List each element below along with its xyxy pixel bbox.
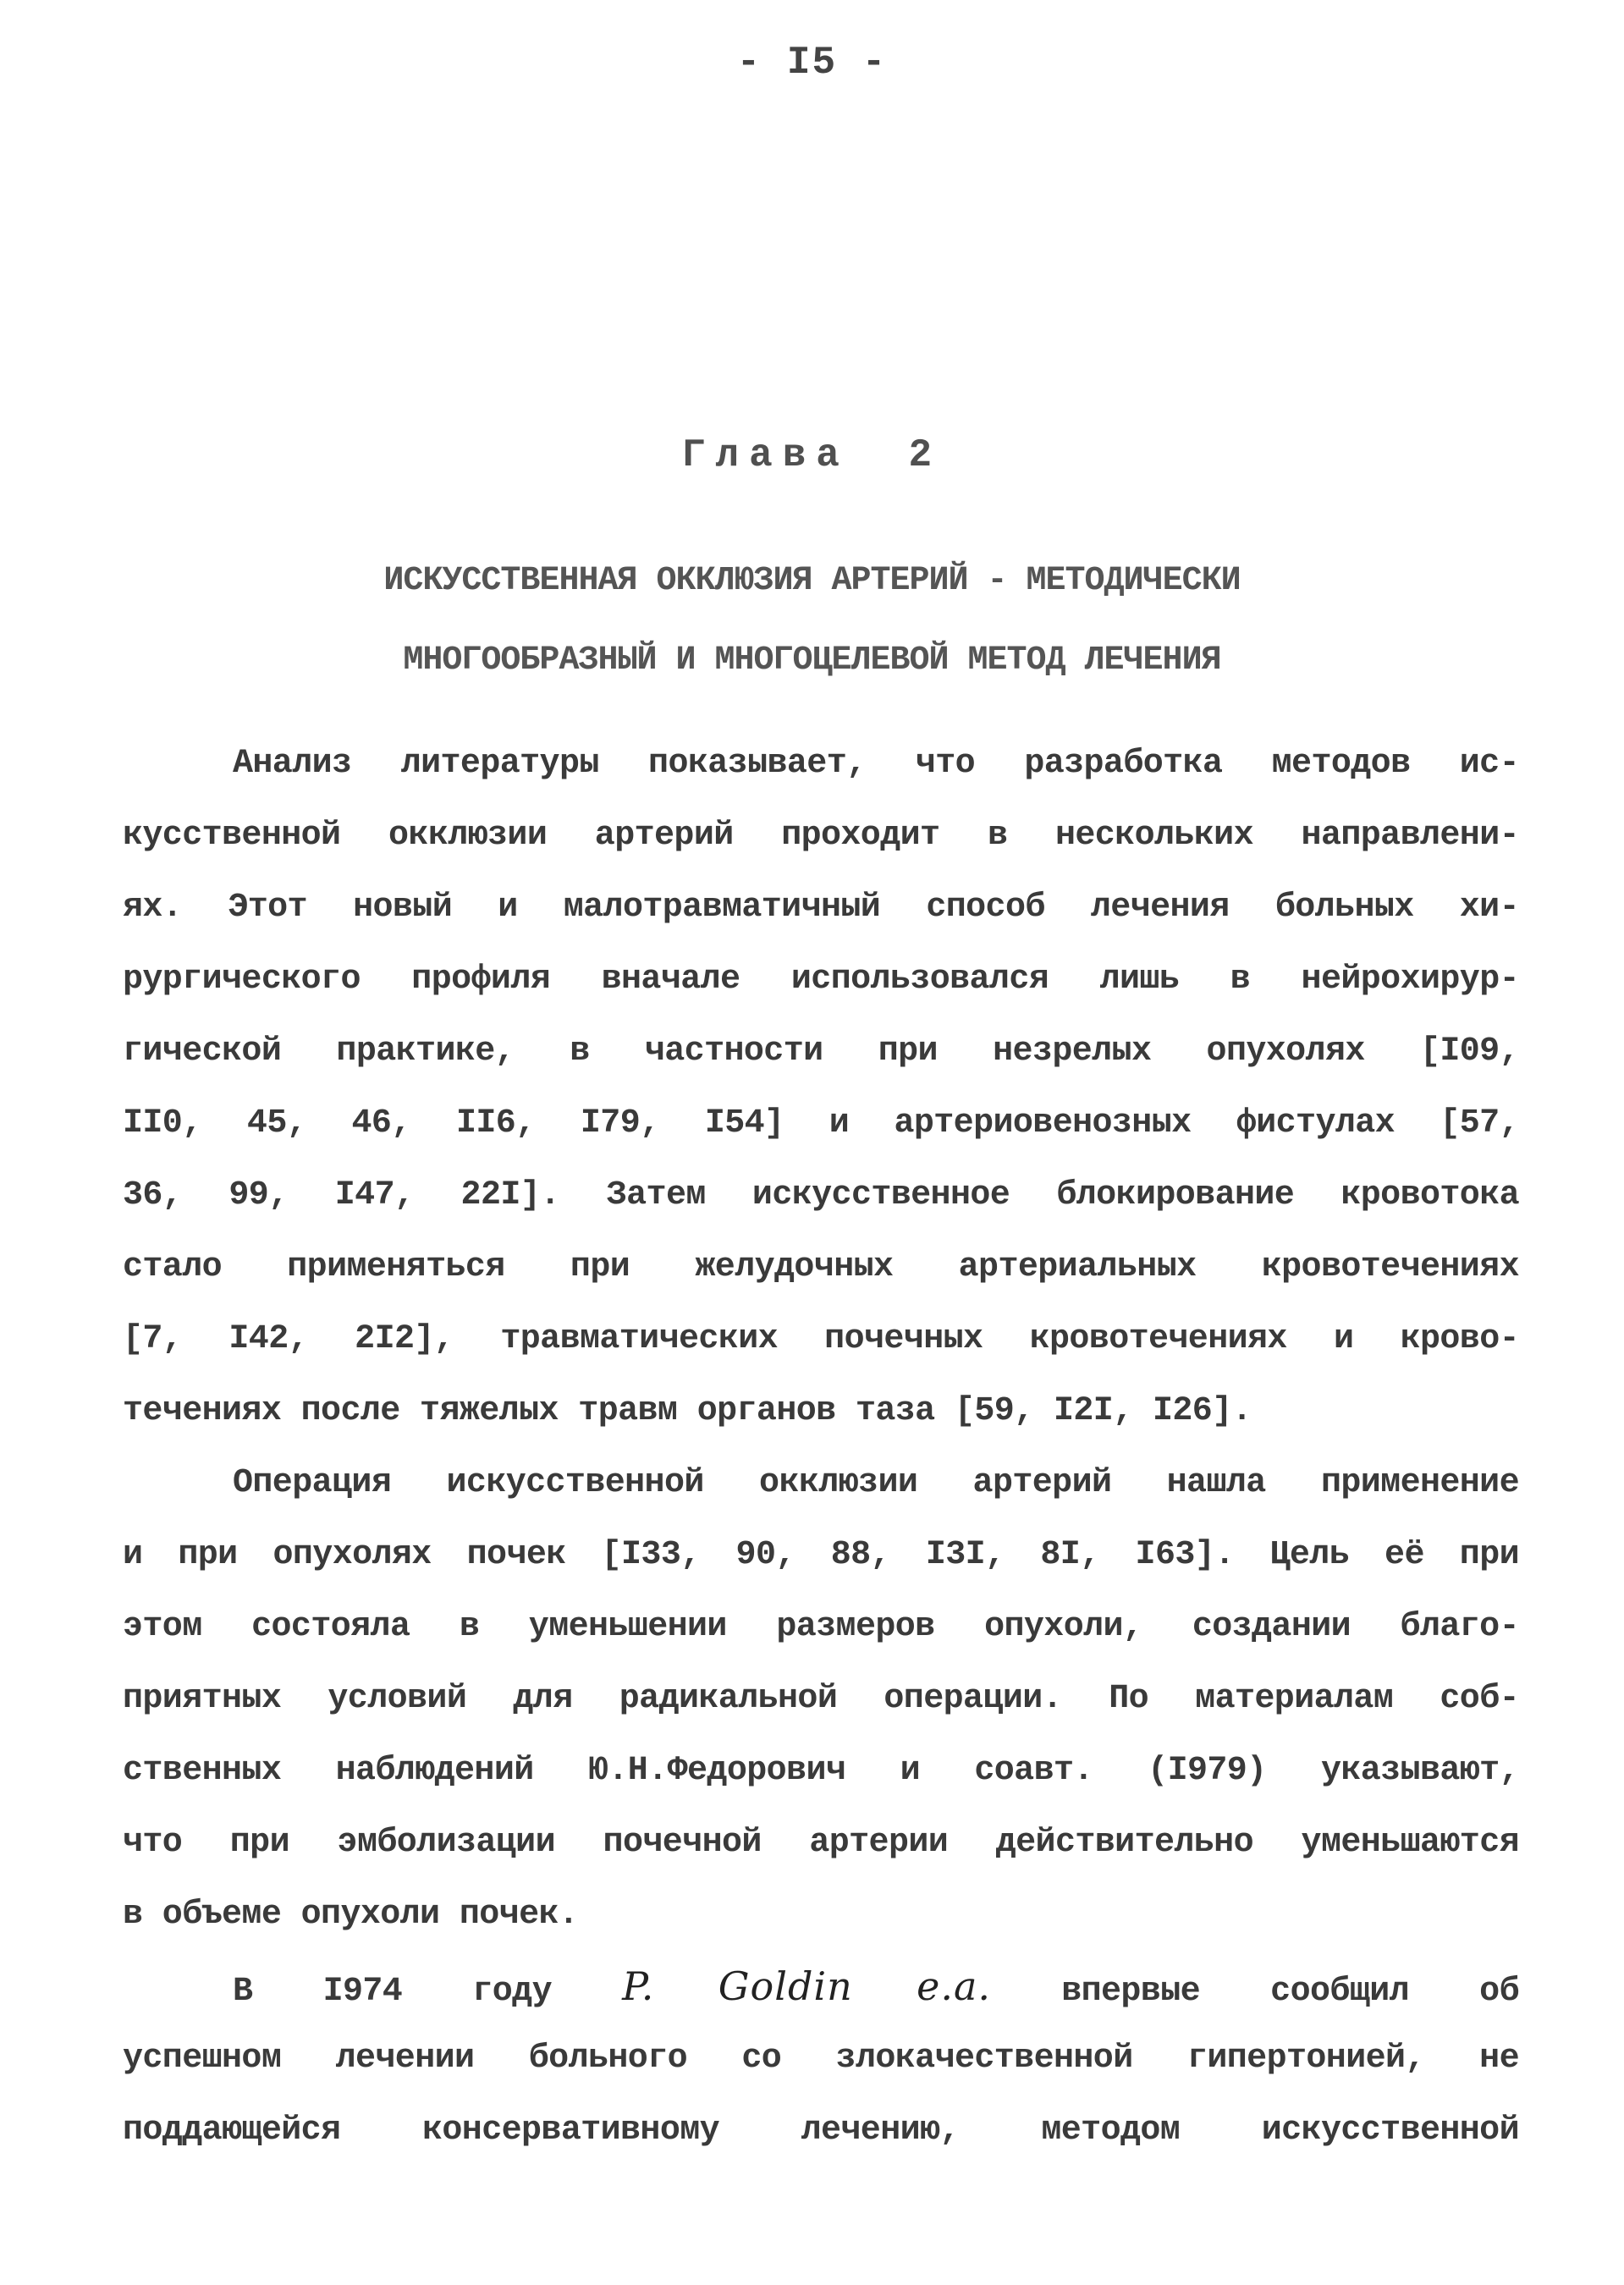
paragraph-line: Операция искусственной окклюзии артерий нашла применение	[233, 1464, 1519, 1502]
chapter-title-line: МНОГООБРАЗНЫЙ И МНОГОЦЕЛЕВОЙ МЕТОД ЛЕЧЕНИЯ	[403, 641, 1221, 680]
paragraph-line: и при опухолях почек [I33, 90, 88, I3I, 8I, I63]. Цель её при	[123, 1536, 1519, 1574]
paragraph-line	[123, 1951, 1519, 2023]
chapter-title-line: ИСКУССТВЕННАЯ ОККЛЮЗИЯ АРТЕРИЙ - МЕТОДИЧЕСКИ	[383, 562, 1241, 600]
chapter-heading: Глава 2	[681, 433, 943, 477]
paragraph-line: приятных условий для радикальной операции. По материалам соб-	[123, 1680, 1519, 1718]
paragraph-line: стало применяться при желудочных артериальных кровотечениях	[123, 1248, 1519, 1286]
page-number: - I5 -	[736, 41, 888, 85]
paragraph-line: успешном лечении больного со злокачественной гипертонией, не	[123, 2040, 1519, 2078]
paragraph-line: кусственной окклюзии артерий проходит в нескольких направлени-	[123, 817, 1519, 855]
paragraph-line: 36, 99, I47, 22I]. Затем искусственное блокирование кровотока	[123, 1176, 1519, 1214]
text-segment: впервые сообщил об	[1061, 1973, 1519, 2011]
paragraph-line: в объеме опухоли почек.	[123, 1896, 579, 1934]
paragraph-line: этом состояла в уменьшении размеров опухоли, создании благо-	[123, 1608, 1519, 1646]
paragraph-line: что при эмболизации почечной артерии действительно уменьшаются	[123, 1824, 1519, 1862]
text-segment: В I974 году	[233, 1973, 552, 2011]
paragraph-line: гической практике, в частности при незрелых опухолях [I09,	[123, 1032, 1519, 1071]
handwritten-insert: P. Goldin e.a.	[622, 1963, 992, 2009]
paragraph-line: Анализ литературы показывает, что разработка методов ис-	[233, 745, 1519, 783]
paragraph-line: течениях после тяжелых травм органов таза [59, I2I, I26].	[123, 1392, 1252, 1430]
body-text	[123, 728, 1519, 2167]
paragraph-line: ственных наблюдений Ю.Н.Федорович и соавт. (I979) указывают,	[123, 1752, 1519, 1790]
paragraph-line: [7, I42, 2I2], травматических почечных кровотечениях и крово-	[123, 1320, 1519, 1358]
paragraph-line: поддающейся консервативному лечению, методом искусственной	[123, 2112, 1519, 2150]
paragraph-line: ях. Этот новый и малотравматичный способ лечения больных хи-	[123, 889, 1519, 927]
paragraph-line: II0, 45, 46, II6, I79, I54] и артериовенозных фистулах [57,	[123, 1104, 1519, 1142]
paragraph-line: рургического профиля вначале использовался лишь в нейрохирур-	[123, 961, 1519, 999]
chapter-title	[0, 542, 1624, 701]
